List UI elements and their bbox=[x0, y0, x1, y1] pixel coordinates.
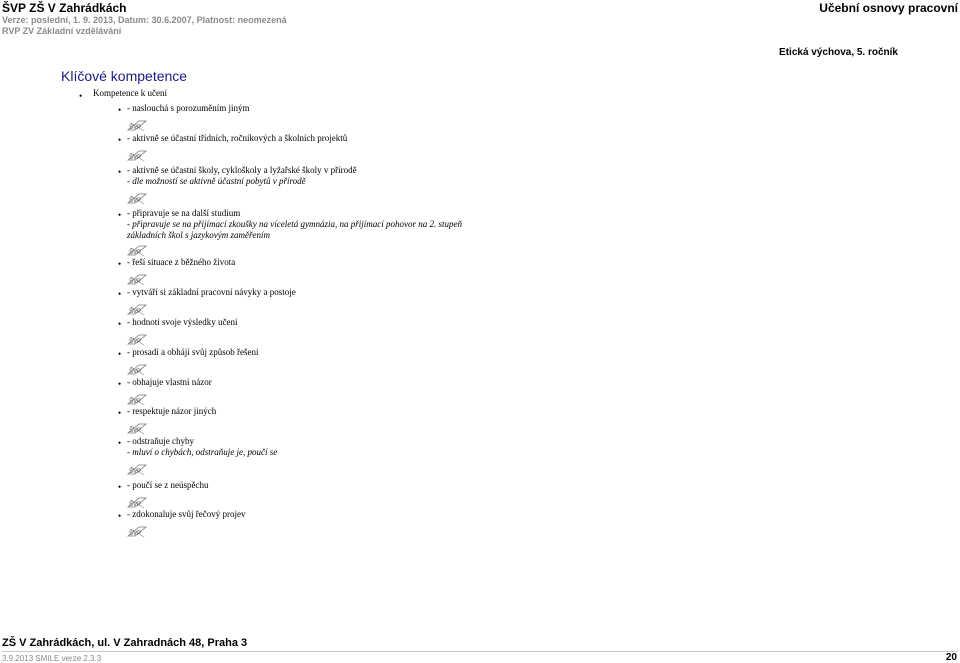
bullet-icon: • bbox=[118, 408, 122, 418]
competence-statement: - obhajuje vlastní názor bbox=[127, 377, 212, 387]
svp-icon bbox=[127, 119, 147, 131]
page-number: 20 bbox=[945, 652, 957, 663]
competence-text bbox=[127, 406, 467, 417]
bullet-icon: • bbox=[118, 105, 122, 115]
footer-address: ZŠ V Zahrádkách, ul. V Zahradnách 48, Praha 3 bbox=[2, 637, 248, 649]
competence-note: - mluví o chybách, odstraňuje je, poučí se bbox=[127, 447, 278, 457]
footer-divider bbox=[2, 651, 958, 652]
competence-statement: - aktivně se účastní třídních, ročníkových a školních projektů bbox=[127, 133, 348, 143]
competence-text bbox=[127, 509, 467, 520]
svg-text:ŠVP: ŠVP bbox=[129, 502, 142, 508]
bullet-icon: • bbox=[118, 482, 122, 492]
bullet-icon: • bbox=[118, 289, 122, 299]
competence-text bbox=[127, 133, 467, 144]
competence-text bbox=[127, 317, 467, 328]
bullet-icon: • bbox=[118, 210, 122, 220]
competence-text bbox=[127, 287, 467, 298]
svp-icon bbox=[127, 244, 147, 256]
competence-text bbox=[127, 436, 467, 458]
svg-text:ŠVP: ŠVP bbox=[129, 399, 142, 405]
competence-text bbox=[127, 257, 467, 268]
svg-text:ŠVP: ŠVP bbox=[129, 428, 142, 434]
svg-text:ŠVP: ŠVP bbox=[129, 198, 142, 204]
competence-note: - dle možností se aktivně účastní pobytů v přírodě bbox=[127, 176, 306, 186]
competence-statement: - poučí se z neúspěchu bbox=[127, 480, 209, 490]
competence-text bbox=[127, 165, 467, 187]
svg-text:ŠVP: ŠVP bbox=[129, 339, 142, 345]
competence-text bbox=[127, 347, 467, 358]
rvp-info: RVP ZV Základní vzdělávání bbox=[2, 26, 122, 36]
competence-text bbox=[127, 480, 467, 491]
bullet-icon: • bbox=[118, 259, 122, 269]
bullet-icon: • bbox=[118, 349, 122, 359]
svp-icon bbox=[127, 303, 147, 315]
svp-icon bbox=[127, 273, 147, 285]
bullet-icon: • bbox=[118, 438, 122, 448]
competence-note: - připravuje se na přijímací zkoušky na víceletá gymnázia, na přijímací pohovor na 2. stupeň základních škol s jazykovým zaměřením bbox=[127, 219, 462, 240]
svp-icon bbox=[127, 422, 147, 434]
document-section-title: Učební osnovy pracovní bbox=[819, 1, 958, 15]
svp-icon bbox=[127, 363, 147, 375]
svg-text:ŠVP: ŠVP bbox=[129, 309, 142, 315]
competence-category: Kompetence k učení bbox=[93, 88, 167, 98]
bullet-icon: • bbox=[118, 511, 122, 521]
svp-icon bbox=[127, 333, 147, 345]
svp-icon bbox=[127, 463, 147, 475]
competence-text bbox=[127, 103, 467, 114]
competence-statement: - naslouchá s porozuměním jiným bbox=[127, 103, 250, 113]
svg-text:ŠVP: ŠVP bbox=[129, 369, 142, 375]
bullet-icon: • bbox=[118, 379, 122, 389]
competence-text bbox=[127, 377, 467, 388]
competence-statement: - prosadí a obhájí svůj způsob řešení bbox=[127, 347, 259, 357]
svg-text:ŠVP: ŠVP bbox=[129, 279, 142, 285]
document-title: ŠVP ZŠ V Zahrádkách bbox=[2, 1, 127, 15]
subject-title: Etická výchova, 5. ročník bbox=[779, 47, 898, 58]
competence-statement: - zdokonaluje svůj řečový projev bbox=[127, 509, 246, 519]
footer-version: 3.9.2013 SMILE verze 2.3.3 bbox=[2, 654, 102, 663]
svg-text:ŠVP: ŠVP bbox=[129, 125, 142, 131]
bullet-icon: • bbox=[118, 319, 122, 329]
competence-text bbox=[127, 208, 467, 241]
svp-icon bbox=[127, 496, 147, 508]
svg-text:ŠVP: ŠVP bbox=[129, 531, 142, 537]
svg-text:ŠVP: ŠVP bbox=[129, 250, 142, 256]
competence-statement: - aktivně se účastní školy, cykloškoly a lyžařské školy v přírodě bbox=[127, 165, 357, 175]
bullet-icon: • bbox=[118, 135, 122, 145]
svp-icon bbox=[127, 393, 147, 405]
svp-icon bbox=[127, 192, 147, 204]
svg-text:ŠVP: ŠVP bbox=[129, 469, 142, 475]
competence-statement: - hodnotí svoje výsledky učení bbox=[127, 317, 238, 327]
competence-statement: - připravuje se na další studium bbox=[127, 208, 241, 218]
competence-statement: - odstraňuje chyby bbox=[127, 436, 194, 446]
version-info: Verze: poslední, 1. 9. 2013, Datum: 30.6.2007, Platnost: neomezená bbox=[2, 15, 287, 25]
competence-statement: - vytváří si základní pracovní návyky a postoje bbox=[127, 287, 296, 297]
svp-icon bbox=[127, 149, 147, 161]
svp-icon bbox=[127, 525, 147, 537]
competence-statement: - řeší situace z běžného života bbox=[127, 257, 236, 267]
bullet-icon: • bbox=[118, 167, 122, 177]
svg-text:ŠVP: ŠVP bbox=[129, 155, 142, 161]
bullet-icon: • bbox=[79, 91, 83, 101]
competence-statement: - respektuje názor jiných bbox=[127, 406, 217, 416]
section-heading: Klíčové kompetence bbox=[61, 68, 188, 84]
